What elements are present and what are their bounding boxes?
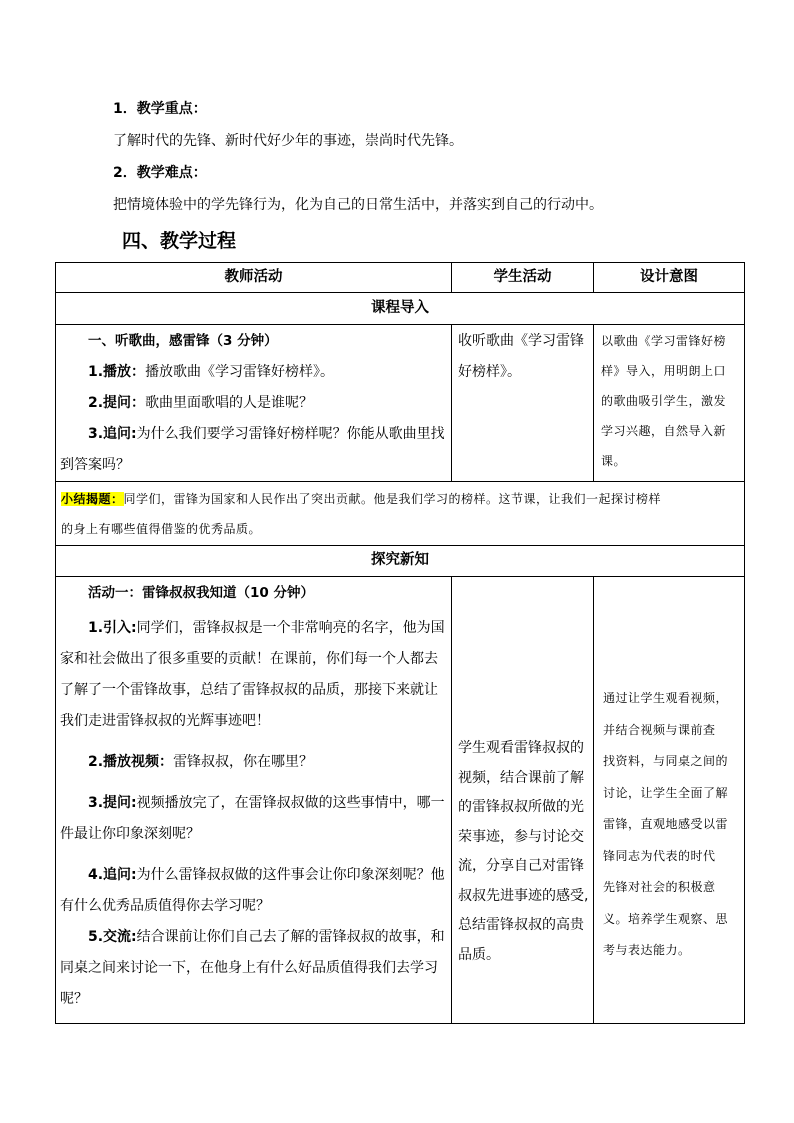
explore-design-line: 义。培养学生观察、思 — [603, 911, 729, 926]
explore-step-1-line: 我们走进雷锋叔叔的光辉事迹吧！ — [60, 713, 270, 729]
intro-student-cell — [458, 326, 590, 388]
difficulty-title: 2．教学难点： — [113, 165, 207, 181]
explore-design-line: 通过让学生观看视频， — [603, 691, 729, 705]
step-label: 3.提问: — [88, 795, 137, 811]
explore-step-1-line: 家和社会做出了很多重要的贡献！在课前，你们每一个人都去 — [60, 651, 438, 667]
section-explore-heading: 探究新知 — [371, 552, 429, 568]
intro-teacher-cell — [60, 326, 448, 481]
explore-step-2 — [60, 747, 448, 778]
explore-design-line: 找资料，与同桌之间的 — [603, 754, 729, 768]
focus-title: 1．教学重点： — [113, 101, 207, 117]
explore-student-line: 叔叔先进事迹的感受, — [458, 887, 589, 904]
explore-step-5-line: 同桌之间来讨论一下，在他身上有什么好品质值得我们去学习 — [60, 960, 438, 976]
intro-activity-title: 一、听歌曲，感雷锋（3 分钟） — [88, 333, 278, 349]
step-text: 歌曲里面歌唱的人是谁呢？ — [145, 395, 314, 411]
summary-line-1 — [61, 484, 743, 514]
explore-student-line: 总结雷锋叔叔的高贵 — [458, 917, 584, 933]
explore-step-3 — [60, 788, 448, 819]
explore-design-line: 先锋对社会的积极意 — [603, 880, 716, 894]
header-teacher: 教师活动 — [224, 269, 283, 285]
explore-design-line: 考与表达能力。 — [603, 943, 691, 957]
intro-design-cell — [601, 326, 743, 476]
summary-line-2: 的身上有哪些值得借鉴的优秀品质。 — [61, 522, 262, 536]
step-label: 2.提问： — [88, 395, 146, 411]
step-label: 4.追问: — [88, 867, 137, 883]
focus-text: 了解时代的先锋、新时代好少年的事迹，崇尚时代先锋。 — [113, 133, 463, 149]
explore-step-5-line: 呢？ — [60, 991, 88, 1007]
explore-step-3-line: 件最让你印象深刻呢？ — [60, 826, 200, 842]
section-title: 四、教学过程 — [122, 230, 237, 252]
intro-step-2 — [60, 388, 448, 419]
difficulty-text: 把情境体验中的学先锋行为，化为自己的日常生活中，并落实到自己的行动中。 — [113, 197, 603, 213]
explore-teacher-cell — [60, 578, 448, 1015]
step-text: 结合课前让你们自己去了解的雷锋叔叔的故事，和 — [136, 929, 445, 945]
explore-student-line: 学生观看雷锋叔叔的 — [458, 740, 584, 756]
step-label: 1.引入: — [88, 620, 137, 636]
explore-activity-title: 活动一：雷锋叔叔我知道（10 分钟） — [88, 585, 314, 601]
step-text: 为什么雷锋叔叔做的这件事会让你印象深刻呢？他 — [136, 867, 445, 883]
explore-step-4 — [60, 860, 448, 891]
intro-student-line: 好榜样》。 — [458, 364, 521, 380]
step-label: 2.播放视频： — [88, 754, 174, 770]
step-text: 雷锋叔叔，你在哪里？ — [173, 754, 314, 770]
explore-step-1-line: 了解了一个雷锋故事，总结了雷锋叔叔的品质，那接下来就让 — [60, 682, 438, 698]
explore-student-line: 荣事迹，参与讨论交 — [458, 828, 584, 845]
explore-design-line: 雷锋，直观地感受以雷 — [603, 817, 729, 831]
summary-cell — [61, 484, 743, 544]
intro-student-line: 收听歌曲《学习雷锋 — [458, 333, 584, 349]
step-text: 播放歌曲《学习雷锋好榜样》。 — [145, 364, 335, 380]
step-text: 视频播放完了，在雷锋叔叔做的这些事情中，哪一 — [136, 795, 445, 811]
intro-step-3 — [60, 419, 448, 450]
header-student: 学生活动 — [493, 269, 552, 285]
intro-step-3-cont: 到答案吗？ — [60, 457, 130, 473]
step-text: 同学们，雷锋叔叔是一个非常响亮的名字，他为国 — [136, 620, 445, 636]
explore-student-line: 视频，结合课前了解 — [458, 769, 584, 786]
header-design: 设计意图 — [640, 269, 698, 285]
intro-step-1 — [60, 357, 448, 388]
summary-text: 同学们，雷锋为国家和人民作出了突出贡献。他是我们学习的榜样。这节课，让我们一起探讨榜样 — [123, 492, 662, 506]
intro-design-line: 课。 — [601, 454, 627, 468]
intro-design-line: 的歌曲吸引学生，激发 — [601, 394, 727, 408]
intro-design-line: 学习兴趣，自然导入新 — [601, 424, 727, 438]
explore-step-1 — [60, 613, 448, 644]
explore-student-line: 品质。 — [458, 946, 500, 963]
intro-design-line: 以歌曲《学习雷锋好榜 — [601, 334, 727, 348]
summary-label: 小结揭题： — [61, 492, 124, 506]
explore-student-cell — [458, 734, 592, 970]
explore-step-5 — [60, 922, 448, 953]
explore-step-4-line: 有什么优秀品质值得你去学习呢？ — [60, 898, 270, 914]
explore-design-line: 并结合视频与课前查 — [603, 722, 716, 737]
section-intro-heading: 课程导入 — [371, 300, 429, 316]
step-label: 1.播放： — [88, 364, 146, 380]
intro-design-line: 样》导入，用明朗上口 — [601, 364, 727, 378]
step-text: 为什么我们要学习雷锋好榜样呢？你能从歌曲里找 — [136, 426, 445, 442]
step-label: 3.追问: — [88, 426, 137, 442]
explore-design-line: 锋同志为代表的时代 — [603, 848, 716, 863]
explore-design-line: 讨论，让学生全面了解 — [603, 785, 729, 800]
step-label: 5.交流: — [88, 929, 137, 945]
explore-student-line: 的雷锋叔叔所做的光 — [458, 799, 584, 815]
explore-design-cell — [603, 683, 743, 967]
explore-student-line: 流，分享自己对雷锋 — [458, 858, 584, 874]
